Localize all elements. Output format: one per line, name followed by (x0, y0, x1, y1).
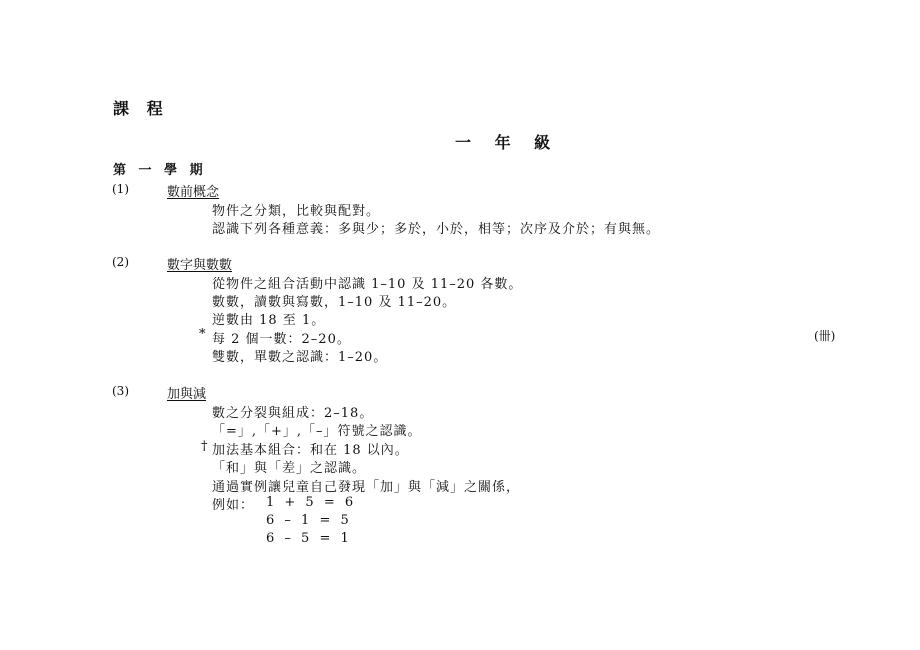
item-line: 數之分裂與組成：2–18。 (212, 406, 374, 421)
item-line: 「=」,「+」,「–」符號之認識。 (212, 424, 422, 439)
item-heading: 加與減 (167, 387, 207, 402)
item-line: 數數，讀數與寫數，1–10 及 11–20。 (212, 295, 457, 310)
item-line: 「和」與「差」之認識。 (212, 461, 367, 476)
equation: 6 – 5 = 1 (266, 531, 352, 546)
section-title: 課 程 (113, 99, 169, 118)
term-heading: 第 一 學 期 (113, 163, 207, 178)
item-line: 通過實例讓兒童自己發現「加」與「減」之關係， (212, 480, 521, 495)
item-line: 從物件之組合活動中認識 1–10 及 11–20 各數。 (212, 277, 523, 292)
grade-heading: 一 年 級 (455, 133, 560, 152)
equation: 1 + 5 = 6 (266, 495, 357, 510)
item-line: 加法基本組合：和在 18 以內。 (212, 443, 409, 458)
star-mark: * (199, 327, 206, 342)
item-line: 認識下列各種意義：多與少；多於，小於，相等；次序及介於；有與無。 (212, 222, 661, 237)
item-line: 每 2 個一數：2–20。 (212, 332, 351, 347)
item-heading: 數字與數數 (167, 258, 233, 273)
item-line: 逆數由 18 至 1。 (212, 313, 326, 328)
equation: 6 – 1 = 5 (266, 513, 352, 528)
item-line: 物件之分類，比較與配對。 (212, 204, 381, 219)
item-number: (3) (112, 384, 129, 398)
item-number: (1) (112, 182, 129, 196)
item-line: 雙數，單數之認識：1–20。 (212, 350, 388, 365)
side-reference: (卌) (814, 329, 836, 343)
item-number: (2) (112, 255, 129, 269)
item-heading: 數前概念 (167, 185, 220, 200)
item-line: 例如： (212, 498, 255, 513)
dagger-mark: † (201, 439, 208, 454)
